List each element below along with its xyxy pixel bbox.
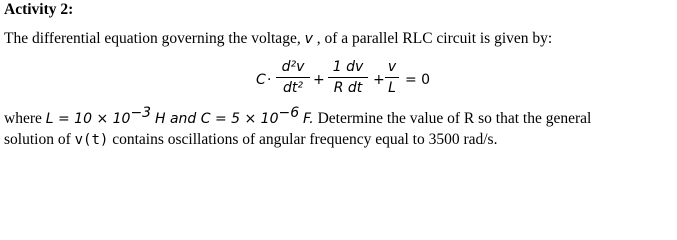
equation-term2 [328, 58, 368, 97]
conditions-text-after: Determine the value of R so that the general [317, 110, 592, 127]
final-text-before: solution of [4, 131, 71, 148]
conditions-line [4, 104, 592, 128]
conditions-where: where [4, 110, 42, 127]
term3-denominator: L [388, 80, 396, 96]
term2-denominator: R dt [333, 80, 363, 96]
capacitance-unit: F. [303, 111, 314, 127]
equation-plus-2: + [373, 72, 385, 88]
equation-term3 [385, 58, 399, 97]
term2-numerator: 1 dv [332, 59, 364, 75]
equation-term1 [276, 58, 310, 97]
equation-plus-1: + [313, 72, 325, 88]
intro-variable: v [304, 31, 313, 47]
equation-rhs: = 0 [405, 72, 431, 88]
activity-heading: Activity 2: [4, 1, 74, 18]
equation-dot: · [267, 72, 272, 88]
equation-coefficient: C [256, 72, 266, 88]
term3-numerator: v [387, 59, 397, 75]
capacitance-expression: H and C = 5 × 10 [154, 111, 279, 127]
term1-fraction-bar [276, 77, 310, 78]
intro-text-before: The differential equation governing the voltage, [4, 30, 301, 47]
inductance-expression: L = 10 × 10 [45, 111, 131, 127]
intro-text-after: , of a parallel RLC circuit is given by: [316, 30, 553, 47]
capacitance-exponent: −6 [278, 104, 300, 121]
term1-denominator: dt² [283, 80, 303, 96]
intro-line [4, 30, 552, 48]
term1-numerator: d²v [281, 59, 305, 75]
term3-fraction-bar [385, 77, 399, 78]
inductance-exponent: −3 [130, 104, 152, 121]
final-text-after: contains oscillations of angular frequency equal to 3500 rad/s. [112, 131, 498, 148]
voltage-function: v(t) [74, 132, 109, 148]
term2-fraction-bar [328, 77, 368, 78]
final-line [4, 131, 497, 149]
